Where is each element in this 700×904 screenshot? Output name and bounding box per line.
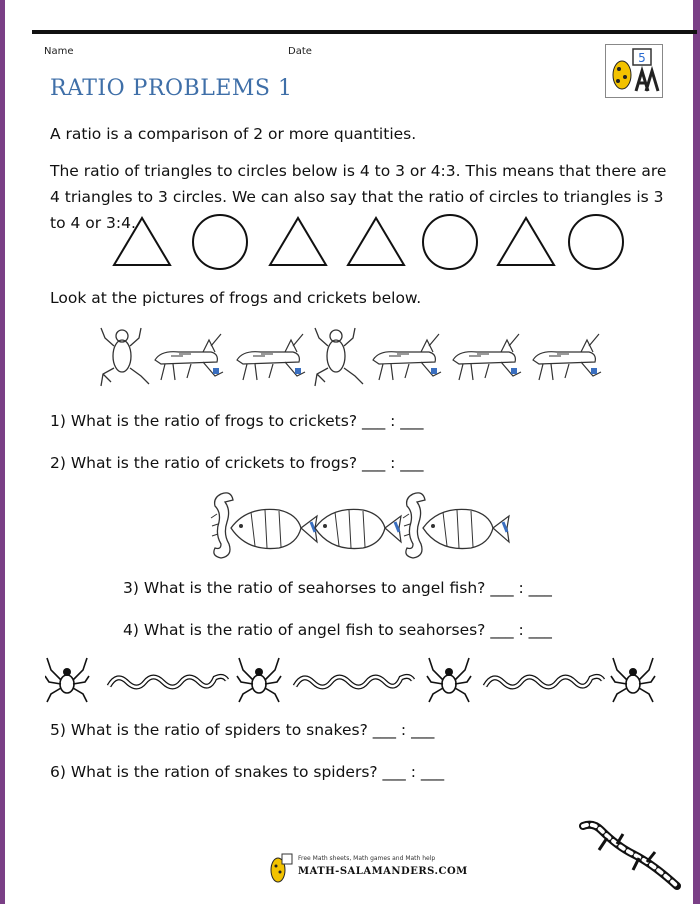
snake-icon	[485, 676, 603, 687]
spider-icon	[427, 658, 471, 702]
example-text: The ratio of triangles to circles below is 4 to 3 or 4:3. This means that there are 4 triangles to 3 circles. We can also say that the ratio of circles to triangles is 3 to 4 or 3:4.	[50, 162, 667, 232]
triangle-shape	[270, 218, 326, 265]
cricket-icon	[155, 334, 223, 380]
spider-icon	[237, 658, 281, 702]
question-5: 5) What is the ratio of spiders to snakes? ___ : ___	[50, 721, 435, 739]
intro-text: A ratio is a comparison of 2 or more quantities.	[50, 125, 417, 143]
cricket-icon	[533, 334, 601, 380]
grade-logo	[605, 44, 663, 98]
question-2: 2) What is the ratio of crickets to frogs? ___ : ___	[50, 454, 424, 472]
cricket-icon	[373, 334, 441, 380]
triangle-shape	[498, 218, 554, 265]
date-label: Date	[288, 46, 312, 57]
spider-icon	[611, 658, 655, 702]
salamander-teacher-icon	[268, 852, 294, 886]
spider-icon	[45, 658, 89, 702]
seahorse-icon	[211, 493, 233, 558]
footer-logo	[268, 852, 468, 886]
page-title: RATIO PROBLEMS 1	[50, 76, 293, 101]
frog-icon	[315, 328, 363, 386]
question-4: 4) What is the ratio of angel fish to seahorses? ___ : ___	[123, 621, 552, 639]
angel-fish-icon	[231, 509, 317, 548]
salamander-teacher-icon	[606, 45, 662, 97]
circle-shape	[193, 215, 247, 269]
salamander-icon	[577, 818, 687, 890]
triangle-shape	[114, 218, 170, 265]
worksheet-page	[5, 0, 693, 904]
spider-snake-row	[45, 652, 665, 708]
top-rule	[32, 30, 697, 34]
seahorse-icon	[403, 493, 425, 558]
angel-fish-icon	[315, 509, 401, 548]
question-3: 3) What is the ratio of seahorses to angel fish? ___ : ___	[123, 579, 552, 597]
shapes-row	[110, 212, 640, 276]
name-label: Name	[44, 46, 74, 57]
triangle-shape	[348, 218, 404, 265]
snake-icon	[109, 676, 227, 687]
snake-icon	[295, 676, 413, 687]
circle-shape	[423, 215, 477, 269]
frog-icon	[101, 328, 149, 386]
frogs-crickets-row	[97, 322, 617, 394]
footer-tagline: Free Math sheets, Math games and Math help	[298, 855, 436, 862]
cricket-icon	[453, 334, 521, 380]
seahorse-fish-row	[197, 486, 517, 566]
cricket-icon	[237, 334, 305, 380]
frogs-intro-text: Look at the pictures of frogs and crickets below.	[50, 289, 422, 307]
question-1: 1) What is the ratio of frogs to crickets? ___ : ___	[50, 412, 424, 430]
footer-site-name: MATH-SALAMANDERS.COM	[298, 866, 468, 877]
circle-shape	[569, 215, 623, 269]
angel-fish-icon	[423, 509, 509, 548]
question-6: 6) What is the ration of snakes to spiders? ___ : ___	[50, 763, 445, 781]
grade-number: 5	[638, 51, 646, 65]
